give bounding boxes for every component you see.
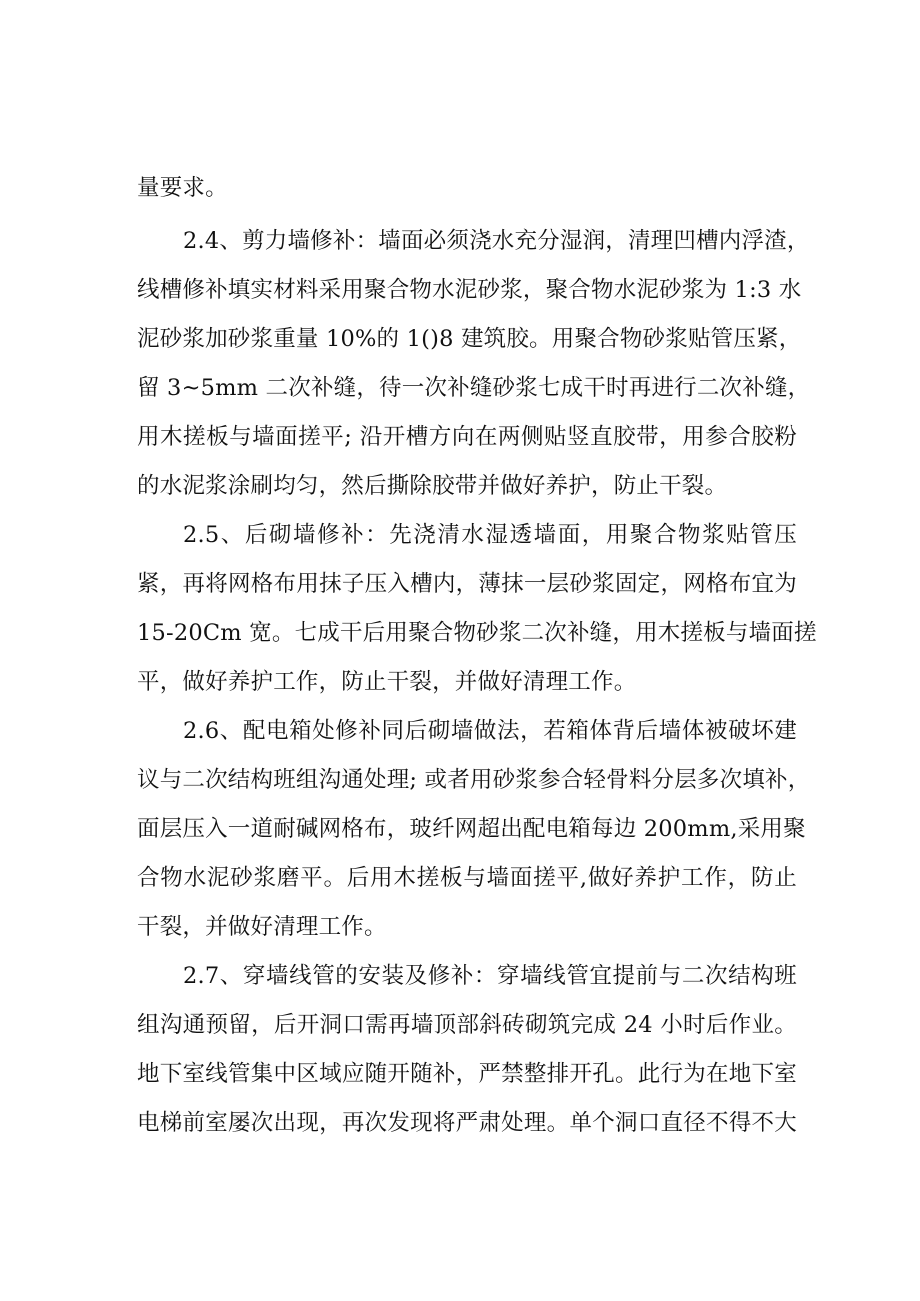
paragraph-line: 泥砂浆加砂浆重量 10%的 1()8 建筑胶。用聚合物砂浆贴管压紧， [137, 326, 802, 352]
paragraph-line: 紧，再将网格布用抹子压入槽内，薄抹一层砂浆固定，网格布宜为 [137, 571, 797, 597]
paragraph-line: 电梯前室屡次出现，再次发现将严肃处理。单个洞口直径不得不大 [137, 1110, 797, 1136]
paragraph-line: 合物水泥砂浆磨平。后用木搓板与墙面搓平,做好养护工作，防止 [137, 865, 797, 891]
paragraph-line: 平，做好养护工作，防止干裂，并做好清理工作。 [137, 669, 637, 695]
paragraph-line: 用木搓板与墙面搓平; 沿开槽方向在两侧贴竖直胶带，用参合胶粉 [137, 424, 797, 450]
paragraph-line: 2.6、配电箱处修补同后砌墙做法，若箱体背后墙体被破坏建 [183, 718, 797, 744]
paragraph-line: 量要求。 [137, 175, 228, 201]
paragraph-line: 地下室线管集中区域应随开随补，严禁整排开孔。此行为在地下室 [137, 1061, 797, 1087]
paragraph-line: 2.5、后砌墙修补：先浇清水湿透墙面，用聚合物浆贴管压 [183, 522, 797, 548]
paragraph-line: 线槽修补填实材料采用聚合物水泥砂浆，聚合物水泥砂浆为 1:3 水 [137, 277, 802, 303]
paragraph-line: 面层压入一道耐碱网格布，玻纤网超出配电箱每边 200mm,采用聚 [137, 816, 806, 842]
paragraph-line: 的水泥浆涂刷均匀，然后撕除胶带并做好养护，防止干裂。 [137, 473, 728, 499]
paragraph-line: 组沟通预留，后开洞口需再墙顶部斜砖砌筑完成 24 小时后作业。 [137, 1012, 797, 1038]
paragraph-line: 留 3~5mm 二次补缝，待一次补缝砂浆七成干时再进行二次补缝， [137, 375, 811, 401]
paragraph-line: 2.4、剪力墙修补：墙面必须浇水充分湿润，清理凹槽内浮渣， [183, 228, 810, 254]
paragraph-line: 议与二次结构班组沟通处理; 或者用砂浆参合轻骨料分层多次填补， [137, 767, 811, 793]
paragraph-line: 15-20Cm 宽。七成干后用聚合物砂浆二次补缝，用木搓板与墙面搓 [137, 620, 817, 646]
paragraph-line: 2.7、穿墙线管的安装及修补：穿墙线管宜提前与二次结构班 [183, 963, 797, 989]
paragraph-line: 干裂，并做好清理工作。 [137, 914, 387, 940]
